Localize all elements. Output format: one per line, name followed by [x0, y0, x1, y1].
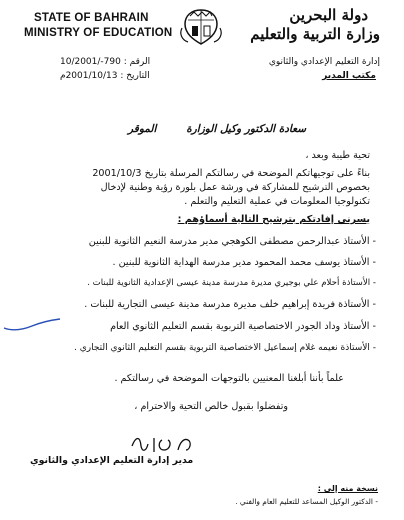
closing-note: علماً بأننا أبلغنا المعنيين بالتوجهات الموضحة في رسالتكم . — [114, 373, 344, 384]
list-item: - الأستاذة فريدة إبراهيم خلف مديرة مدرسة مدينة عيسى التجارية للبنات . — [84, 299, 376, 310]
office-name: مكتب المدير — [322, 71, 376, 81]
list-item: - الأستاذة نعيمه غلام إسماعيل الاختصاصية التربوية بقسم التعليم الثانوي التجاري . — [74, 343, 376, 353]
nominee-list-intro: يسرني إفادتكم بترشيح التالية أسماؤهم : — [177, 214, 370, 225]
state-en: STATE OF BAHRAIN — [34, 12, 149, 24]
addressee-salutation: سعادة الدكتور وكيل الوزارة — [186, 123, 306, 135]
handwritten-signature — [128, 432, 198, 456]
emblem-logo — [176, 6, 226, 48]
greeting: تحية طيبة وبعد ، — [305, 150, 370, 161]
copy-to-item: - الدكتور الوكيل المساعد للتعليم العام والفني . — [235, 497, 378, 506]
addressee-honorific: الموقر — [128, 123, 157, 135]
body-line-3: تكنولوجيا المعلومات في عملية التعليم والتعلم . — [184, 196, 370, 207]
ministry-ar: وزارة التربية والتعليم — [250, 25, 380, 43]
reference-number: الرقم : 790-/10/2001 — [60, 57, 151, 67]
list-item: - الأستاذ وداد الجودر الاختصاصية التربوية بقسم التعليم الثانوي العام — [110, 321, 376, 332]
closing-regards: وتفضلوا بقبول خالص التحية والاحترام ، — [134, 401, 288, 412]
list-item: - الأستاذ عبدالرحمن مصطفى الكوهجي مدير مدرسة النعيم الثانوية للبنين — [88, 236, 376, 247]
copy-to-label: نسخة منه إلى : — [317, 484, 378, 493]
ministry-en: MINISTRY OF EDUCATION — [24, 27, 173, 39]
signature-title: مدير إدارة التعليم الإعدادي والثانوي — [30, 455, 194, 466]
list-item: - الأستاذة أحلام علي بوجيري مديرة مدرسة مدينة عيسى الإعدادية الثانوية للبنات . — [87, 278, 376, 288]
list-item: - الأستاذ يوسف محمد المحمود مدير مدرسة الهداية الثانوية للبنين . — [112, 257, 376, 268]
body-line-1: بناءً على توجيهاتكم الموضحة في رسالتكم المرسلة بتاريخ 2001/10/3 — [92, 168, 370, 179]
state-ar: دولة البحرين — [289, 6, 368, 24]
department-name: إدارة التعليم الإعدادي والثانوي — [268, 57, 380, 67]
body-line-2: بخصوص الترشيح للمشاركة في ورشة عمل بلورة رؤية وطنية لإدخال — [100, 182, 370, 193]
handwritten-check-mark — [2, 316, 62, 334]
letter-date: التاريخ : 2001/10/13م — [60, 71, 150, 81]
